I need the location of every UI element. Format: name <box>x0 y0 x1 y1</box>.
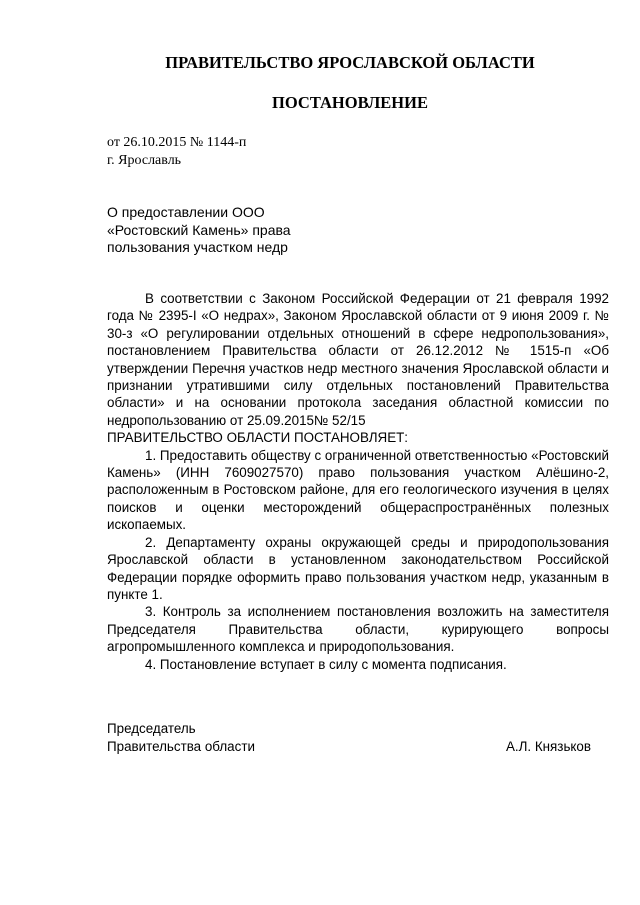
signer-title-line: Правительства области <box>107 739 255 754</box>
document-subject <box>107 204 327 257</box>
subject-line: пользования участком недр <box>107 239 288 255</box>
resolution-item-2: 2. Департаменту охраны окружающей среды и природопользования Ярославской области в установленном законодательством Российской Федерации порядке оформить право пользования участком недр, указанным в пункте 1. <box>107 534 609 602</box>
signer-title-line: Председатель <box>107 721 196 736</box>
preamble-paragraph: В соответствии с Законом Российской Федерации от 21 февраля 1992 года № 2395-I «О недрах», Законом Ярославской области от 9 июня 2009 г. № 30-з «О регулировании отдельных отношений в сфере недропользования», постановлением Правительства области от 26.12.2012 № 1515-п «Об утверждении Перечня участков недр местного значения Ярославской области и признании утратившими силу отдельных постановлений Правительства области» и на основании протокола заседания областной комиссии по недропользованию от 25.09.2015№ 52/15 <box>107 291 609 428</box>
resolves-line: ПРАВИТЕЛЬСТВО ОБЛАСТИ ПОСТАНОВЛЯЕТ: <box>107 430 409 446</box>
signer-name: А.Л. Князьков <box>505 739 591 754</box>
resolution-item-4: 4. Постановление вступает в силу с момента подписания. <box>145 656 507 672</box>
subject-line: О предоставлении ООО <box>107 204 265 220</box>
document-type: ПОСТАНОВЛЕНИЕ <box>272 93 428 112</box>
issuing-authority: ПРАВИТЕЛЬСТВО ЯРОСЛАВСКОЙ ОБЛАСТИ <box>165 53 535 72</box>
document-body <box>107 290 609 673</box>
signature-block <box>107 720 591 756</box>
resolution-item-3: 3. Контроль за исполнением постановления возложить на заместителя Председателя Правительства области, курирующего вопросы агропромышленного комплекса и природопользования. <box>107 604 609 655</box>
resolution-item-1: 1. Предоставить обществу с ограниченной ответственностью «Ростовский Камень» (ИНН 7609027570) право пользования участком Алёшино-2, расположенным в Ростовском районе, для его геологического изучения в целях поисков и оценки месторождений общераспространённых полезных ископаемых. <box>107 447 609 533</box>
date-number: от 26.10.2015 № 1144-п <box>107 135 247 150</box>
document-meta <box>107 134 246 170</box>
city: г. Ярославль <box>107 153 182 168</box>
signature-row <box>107 738 591 756</box>
subject-line: «Ростовский Камень» права <box>107 221 291 238</box>
